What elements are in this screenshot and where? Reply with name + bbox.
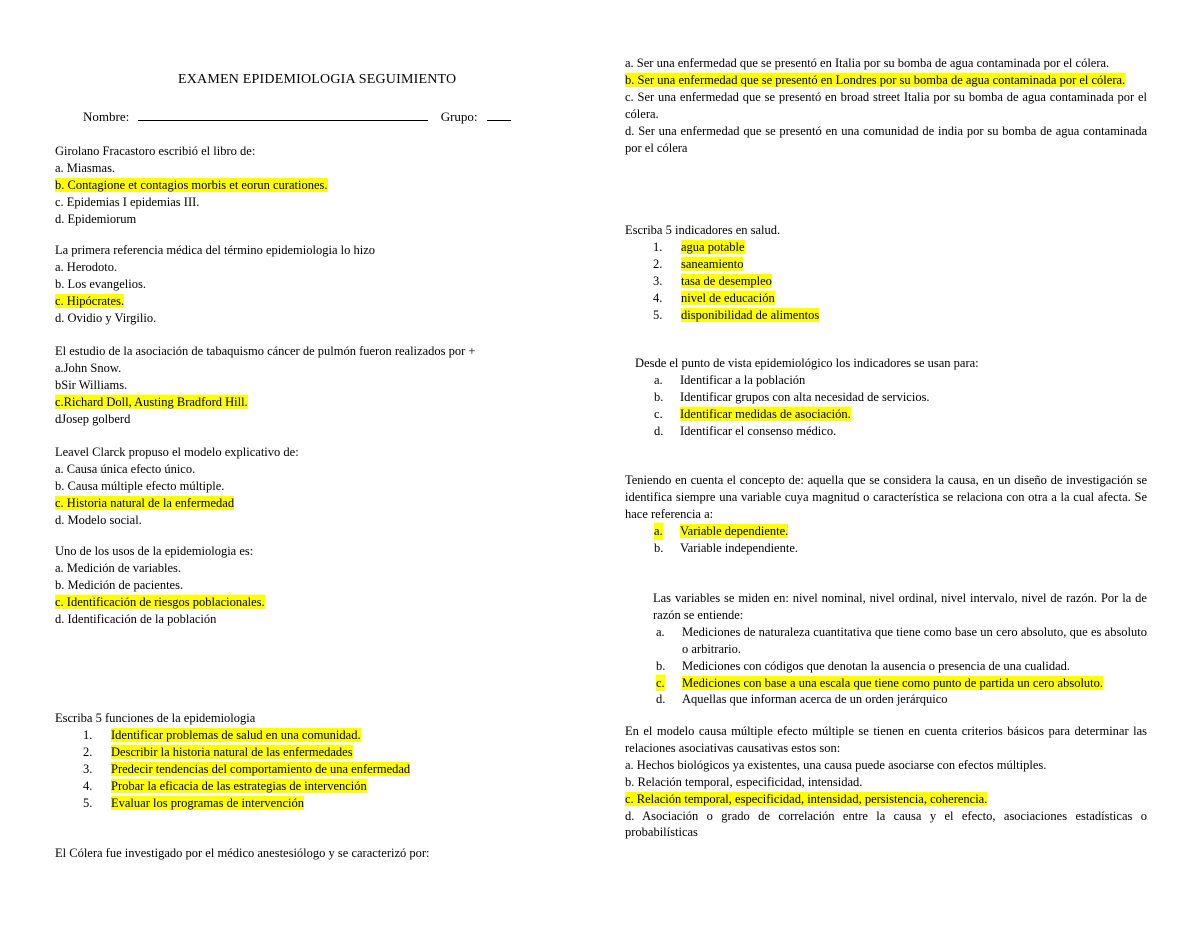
- list-item: 4. Probar la eficacia de las estrategias de intervención: [83, 778, 367, 793]
- question-text: El Cólera fue investigado por el médico anestesiólogo y se caracterizó por:: [55, 846, 430, 860]
- name-field[interactable]: [138, 108, 428, 121]
- question-text: La primera referencia médica del término epidemiologia lo hizo: [55, 243, 375, 257]
- option-b: b. Variable independiente.: [654, 540, 799, 555]
- question-text: Teniendo en cuenta el concepto de: aquella que se considera la causa, en un diseño de investigación se identifica siempre una variable cuya magnitud o característica se relaciona con otra a la cual afecta. Se hace referencia a:: [625, 473, 1147, 521]
- option-a: a. Hechos biológicos ya existentes, una causa puede asociarse con efectos múltiples.: [625, 757, 1047, 772]
- option-d: d. Ovidio y Virgilio.: [55, 310, 157, 325]
- option-d: d. Asociación o grado de correlación entre la causa y el efecto, asociaciones estadísticas o probabilísticas: [625, 808, 1147, 840]
- question-text: Leavel Clarck propuso el modelo explicativo de:: [55, 445, 299, 459]
- option-a: a. Miasmas.: [55, 160, 116, 175]
- option-c-answer: c. Identificación de riesgos poblacionales.: [55, 594, 265, 609]
- list-item: 5. disponibilidad de alimentos: [653, 307, 820, 322]
- option-d: d. Epidemiorum: [55, 211, 137, 226]
- option-d: d. Ser una enfermedad que se presentó en una comunidad de india por su bomba de agua contaminada por el cólera: [625, 123, 1147, 155]
- question-7: [55, 845, 430, 862]
- option-a: a. Medición de variables.: [55, 560, 181, 575]
- option-a: a. Herodoto.: [55, 259, 118, 274]
- question-4: [55, 444, 299, 529]
- question-text: En el modelo causa múltiple efecto múltiple se tienen en cuenta criterios básicos para determinar las relaciones asociativas causativas estos son:: [625, 724, 1147, 755]
- option-b: b. Causa múltiple efecto múltiple.: [55, 478, 225, 493]
- list-item: 2. saneamiento: [653, 256, 744, 271]
- list-item: 2. Describir la historia natural de las enfermedades: [83, 744, 353, 759]
- option-a-answer: a. Variable dependiente.: [654, 523, 789, 538]
- option-a: a. Mediciones de naturaleza cuantitativa que tiene como base un cero absoluto, que es absoluto o arbitrario.: [656, 624, 1147, 656]
- option-a: a.John Snow.: [55, 360, 122, 375]
- list-item: 1. Identificar problemas de salud en una comunidad.: [83, 727, 361, 742]
- question-1: [55, 143, 328, 228]
- option-b: b. Identificar grupos con alta necesidad de servicios.: [654, 389, 930, 404]
- option-d: dJosep golberd: [55, 411, 131, 426]
- group-field[interactable]: [487, 108, 511, 121]
- question-text: Desde el punto de vista epidemiológico los indicadores se usan para:: [635, 356, 979, 370]
- list-item: 4. nivel de educación: [653, 290, 775, 305]
- question-11: [625, 590, 1147, 708]
- question-5: [55, 543, 265, 628]
- option-c-answer: c.Richard Doll, Austing Bradford Hill.: [55, 394, 248, 409]
- option-c-answer: c. Identificar medidas de asociación.: [654, 406, 851, 421]
- page-title: EXAMEN EPIDEMIOLOGIA SEGUIMIENTO: [178, 72, 457, 87]
- option-d: d. Identificar el consenso médico.: [654, 423, 837, 438]
- question-text: Uno de los usos de la epidemiologia es:: [55, 544, 254, 558]
- option-b-answer: b. Ser una enfermedad que se presentó en Londres por su bomba de agua contaminada por el cólera.: [625, 72, 1126, 87]
- indicators-list: [653, 239, 819, 324]
- question-2: [55, 242, 375, 327]
- question-text: Girolano Fracastoro escribió el libro de:: [55, 144, 256, 158]
- option-c: c. Epidemias I epidemias III.: [55, 194, 200, 209]
- option-d: d. Identificación de la población: [55, 611, 217, 626]
- option-b: b. Relación temporal, especificidad, intensidad.: [625, 774, 863, 789]
- question-text: Escriba 5 indicadores en salud.: [625, 223, 781, 237]
- option-a: a. Identificar a la población: [654, 372, 806, 387]
- question-text: El estudio de la asociación de tabaquismo cáncer de pulmón fueron realizados por +: [55, 344, 476, 358]
- option-d: d. Modelo social.: [55, 512, 142, 527]
- option-b: bSir Williams.: [55, 377, 128, 392]
- list-item: 3. Predecir tendencias del comportamiento de una enfermedad: [83, 761, 411, 776]
- option-b: b. Mediciones con códigos que denotan la ausencia o presencia de una cualidad.: [656, 658, 1071, 673]
- question-text: Escriba 5 funciones de la epidemiologia: [55, 711, 256, 725]
- list-item: 5. Evaluar los programas de intervención: [83, 795, 304, 810]
- question-3: [55, 343, 475, 428]
- list-item: 3. tasa de desempleo: [653, 273, 772, 288]
- question-6: [55, 710, 410, 811]
- option-c-answer: c. Relación temporal, especificidad, intensidad, persistencia, coherencia.: [625, 791, 988, 806]
- name-label: Nombre:: [83, 109, 130, 124]
- option-d: d. Aquellas que informan acerca de un orden jerárquico: [656, 692, 948, 707]
- option-c-answer: c. Hipócrates.: [55, 293, 125, 308]
- option-c-answer: c. Mediciones con base a una escala que tiene como punto de partida un cero absoluto.: [656, 675, 1104, 690]
- option-b-answer: b. Contagione et contagios morbis et eorun curationes.: [55, 177, 328, 192]
- list-item: 1. agua potable: [653, 239, 745, 254]
- option-a: a. Causa única efecto único.: [55, 461, 196, 476]
- question-9: [625, 355, 1147, 440]
- question-7-options: [625, 55, 1147, 156]
- option-b: b. Los evangelios.: [55, 276, 146, 291]
- name-row: [83, 108, 511, 125]
- option-b: b. Medición de pacientes.: [55, 577, 184, 592]
- option-c: c. Ser una enfermedad que se presentó en broad street Italia por su bomba de agua contaminada por el cólera.: [625, 89, 1147, 121]
- group-label: Grupo:: [440, 109, 478, 124]
- question-12: [625, 723, 1147, 841]
- functions-list: [83, 727, 410, 812]
- question-text: Las variables se miden en: nivel nominal, nivel ordinal, nivel intervalo, nivel de razón. Por la de razón se entiende:: [653, 591, 1147, 622]
- question-8: [625, 222, 819, 323]
- question-10: [625, 472, 1147, 557]
- option-a: a. Ser una enfermedad que se presentó en Italia por su bomba de agua contaminada por el cólera.: [625, 56, 1110, 70]
- option-c-answer: c. Historia natural de la enfermedad: [55, 495, 235, 510]
